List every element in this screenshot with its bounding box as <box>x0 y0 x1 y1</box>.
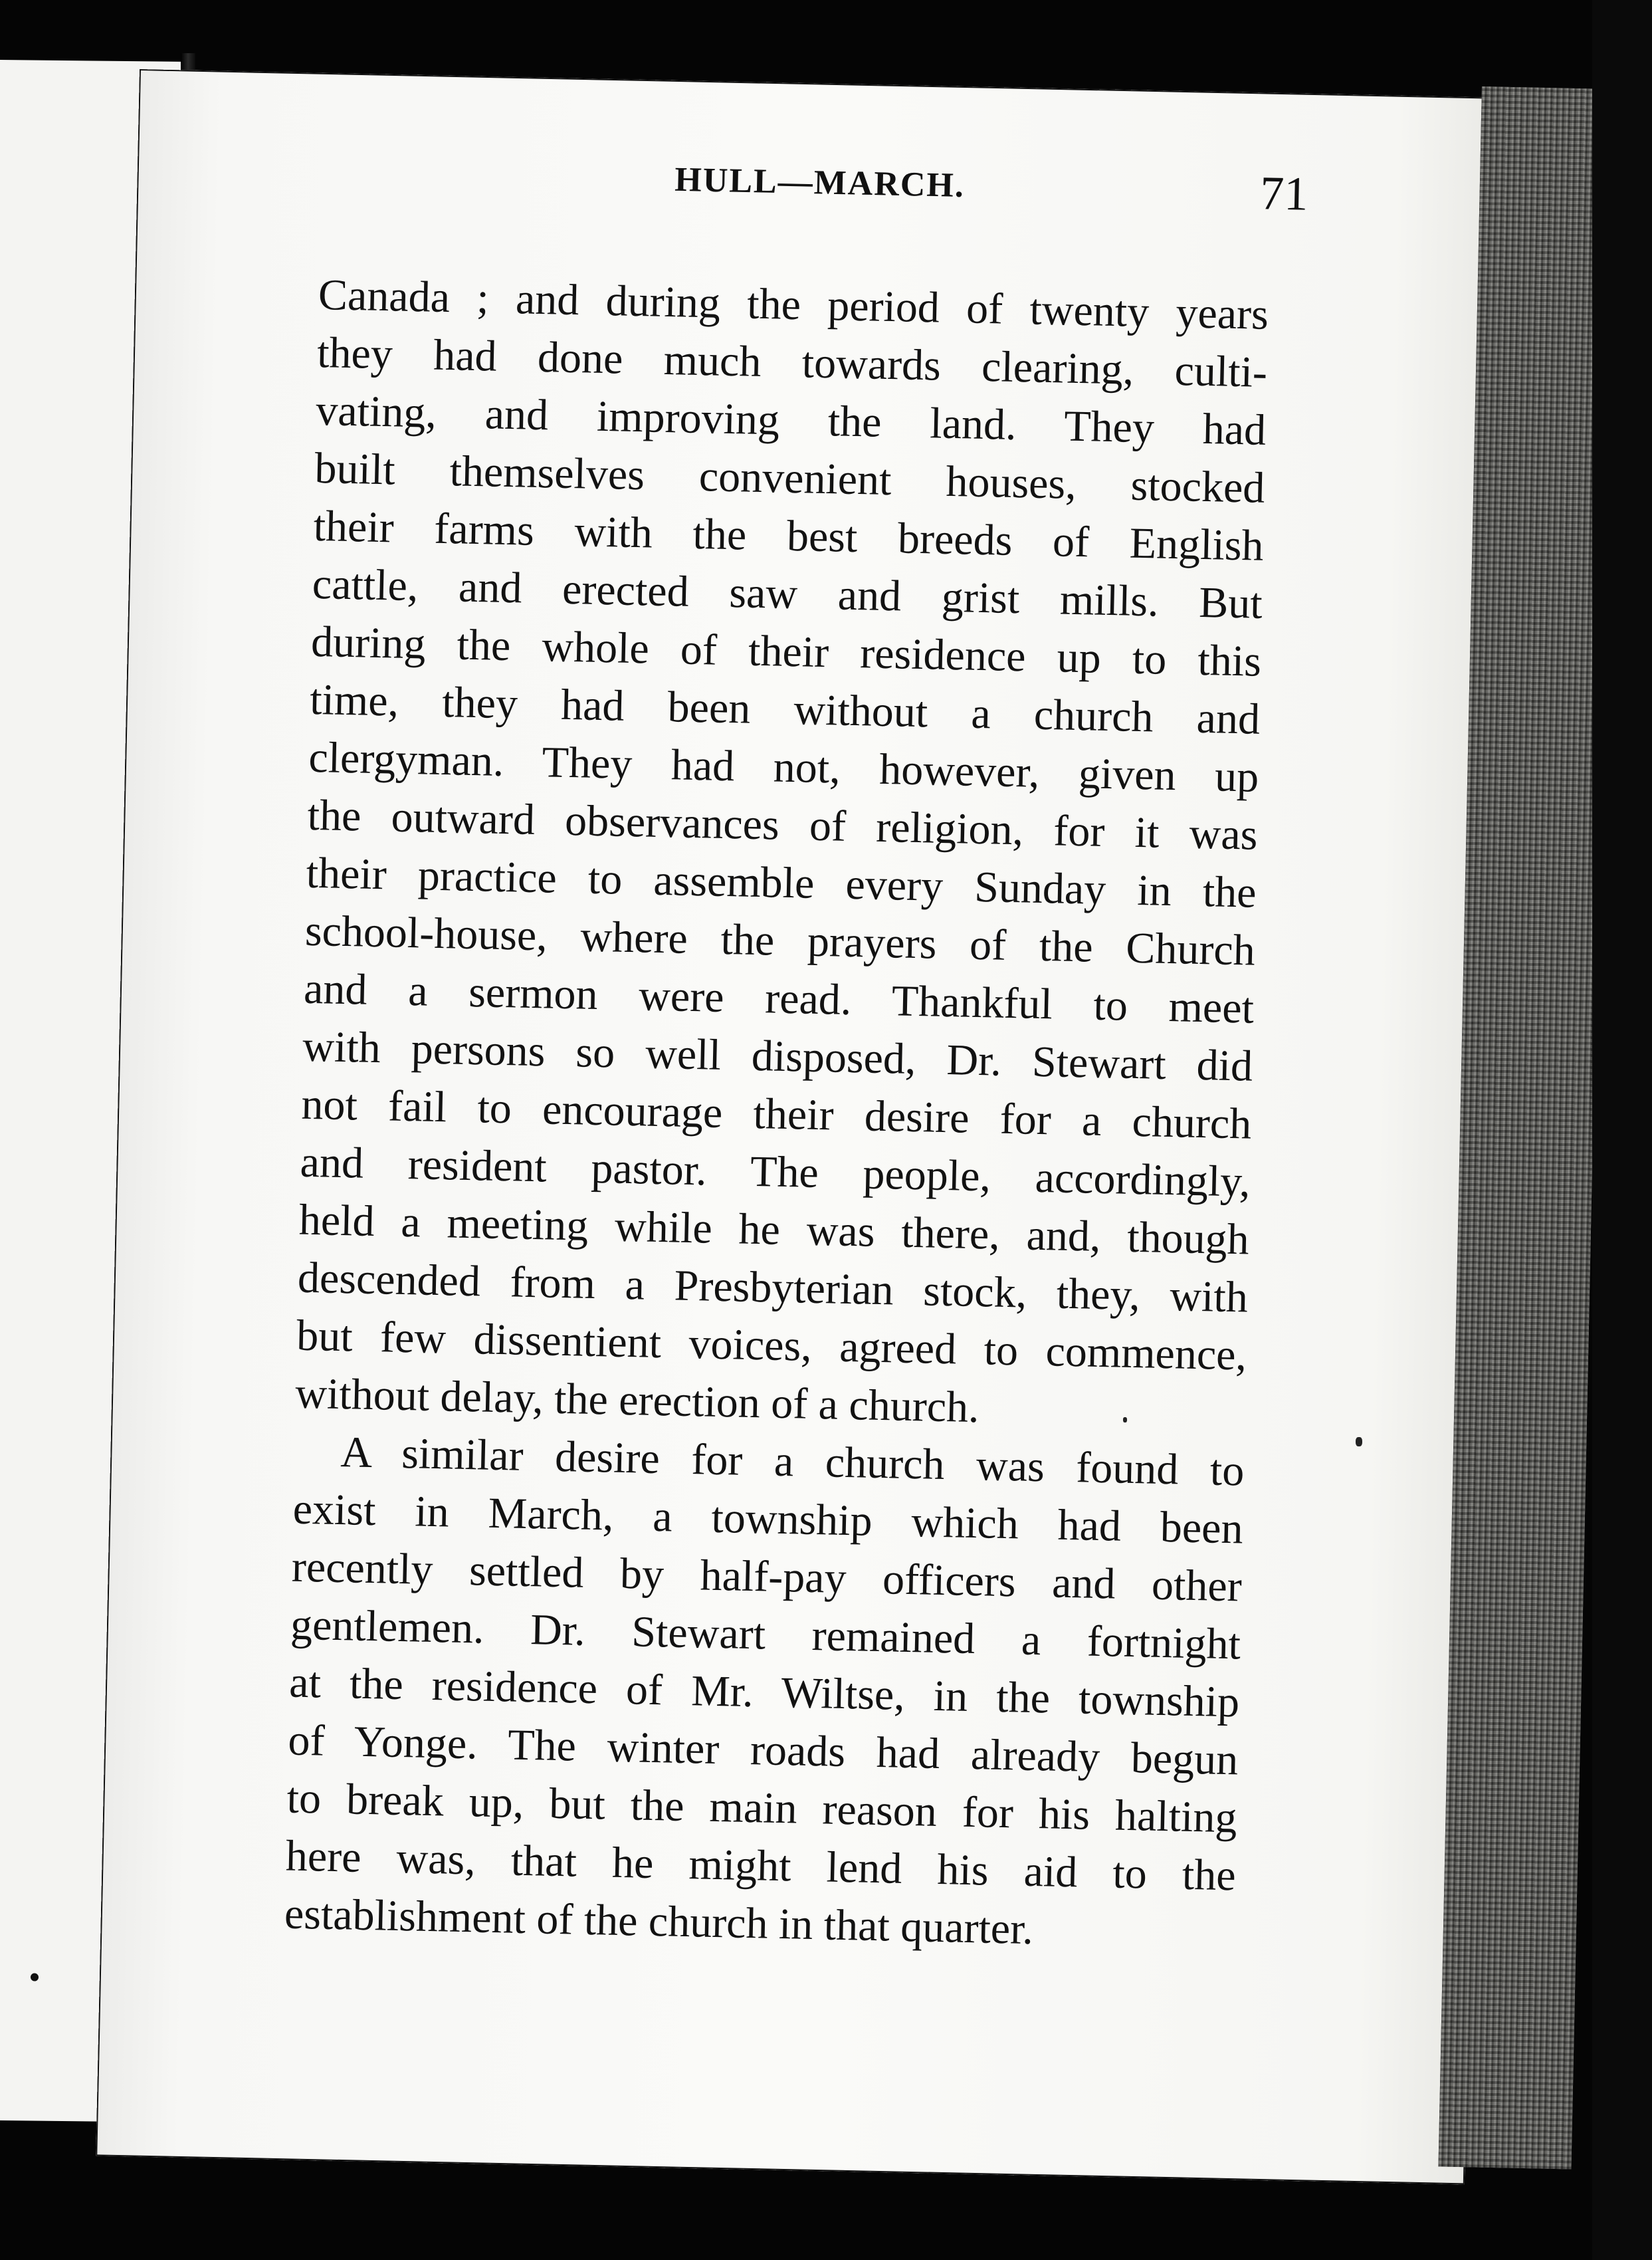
text-line: they had done much towards clearing, culti- <box>316 328 1268 397</box>
text-line: exist in March, a township which had been <box>292 1484 1244 1553</box>
text-line: to break up, but the main reason for his halting <box>286 1773 1238 1843</box>
text-line: recently settled by half-pay officers and other <box>291 1542 1243 1611</box>
text-line: without delay, the erection of a church. <box>294 1369 980 1432</box>
ink-speck <box>1356 1437 1362 1446</box>
scan-background <box>1592 0 1652 2260</box>
running-head-title: HULL—MARCH. <box>674 160 966 205</box>
text-line: gentlemen. Dr. Stewart remained a fortnight <box>290 1600 1241 1669</box>
text-line: establishment of the church in that quarter. <box>284 1889 1034 1954</box>
text-line: descended from a Presbyterian stock, they, with <box>297 1253 1249 1322</box>
text-line: and resident pastor. The people, accordingly, <box>299 1137 1251 1206</box>
text-line: built themselves convenient houses, stocked <box>314 443 1266 512</box>
paragraph <box>284 1422 1245 1963</box>
text-line: with persons so well disposed, Dr. Stewart did <box>302 1022 1253 1091</box>
ink-speck <box>1123 1417 1127 1422</box>
page-number: 71 <box>1259 166 1309 221</box>
text-line: here was, that he might lend his aid to the <box>285 1831 1237 1900</box>
body-text <box>284 266 1269 1962</box>
text-line: not fail to encourage their desire for a church <box>300 1079 1253 1149</box>
text-line: their farms with the best breeds of English <box>313 501 1265 570</box>
paragraph <box>295 266 1269 1442</box>
text-line: the outward observances of religion, for it was <box>306 790 1259 859</box>
text-line: and a sermon were read. Thankful to meet <box>303 964 1255 1033</box>
text-line: during the whole of their residence up to this <box>310 617 1262 686</box>
text-line: but few dissentient voices, agreed to commence, <box>296 1311 1247 1380</box>
text-line: their practice to assemble every Sunday in the <box>306 848 1257 917</box>
text-line: at the residence of Mr. Wiltse, in the township <box>288 1658 1240 1727</box>
text-line: A similar desire for a church was found to <box>340 1428 1245 1496</box>
text-line: vating, and improving the land. They had <box>315 386 1267 455</box>
text-line: of Yonge. The winter roads had already begun <box>287 1716 1239 1785</box>
text-line: time, they had been without a church and <box>309 675 1261 744</box>
left-page-dot <box>31 1973 39 1981</box>
text-line: held a meeting while he was there, and, though <box>298 1195 1250 1264</box>
text-line: school-house, where the prayers of the Church <box>304 906 1256 975</box>
text-line: clergyman. They had not, however, given up <box>308 733 1259 802</box>
text-line: Canada ; and during the period of twenty years <box>318 270 1269 339</box>
text-line: cattle, and erected saw and grist mills. But <box>312 559 1263 628</box>
